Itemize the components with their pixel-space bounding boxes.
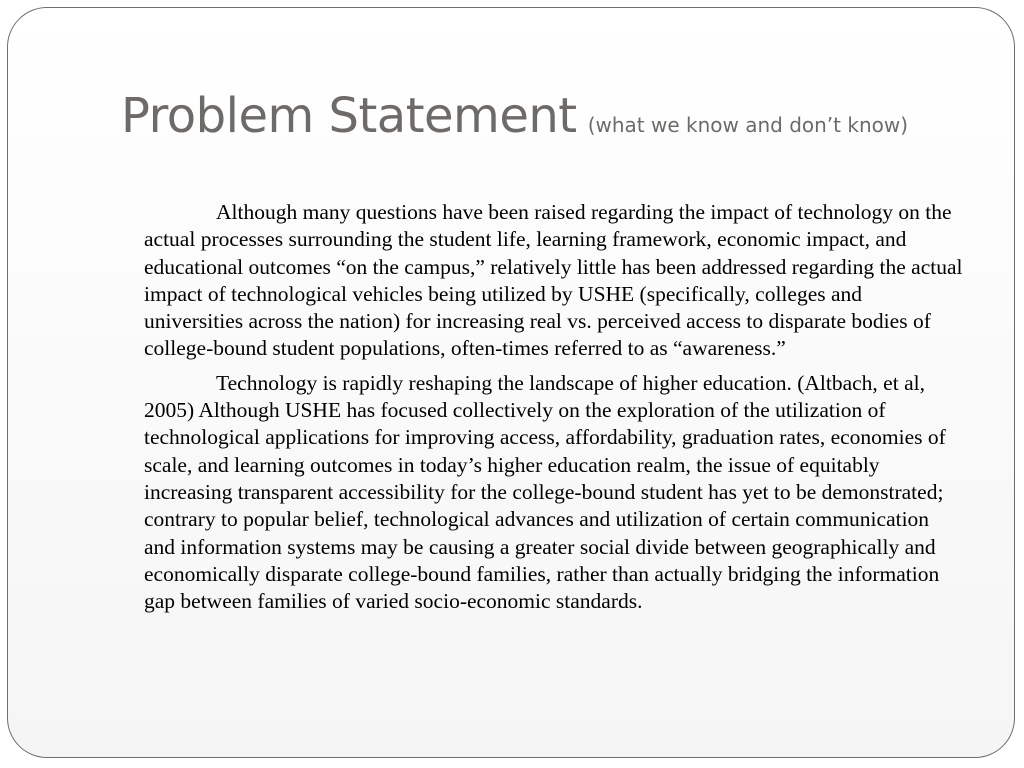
title-main: Problem Statement bbox=[121, 88, 577, 144]
slide-title bbox=[121, 88, 909, 144]
paragraph-1: Although many questions have been raised regarding the impact of technology on the actual processes surrounding the student life, learning framework, economic impact, and educational outcomes “on the campus,” relatively little has been addressed regarding the actual impact of technological vehicles being utilized by USHE (specifically, colleges and universities across the nation) for increasing real vs. perceived access to disparate bodies of college-bound student populations, often-times referred to as “awareness.” bbox=[144, 200, 963, 361]
body-text bbox=[144, 199, 964, 622]
paragraph-2: Technology is rapidly reshaping the landscape of higher education. (Altbach, et al, 2005) Although USHE has focused collectively on the exploration of the utilization of technological applications for improving access, affordability, graduation rates, economies of scale, and learning outcomes in today’s higher education realm, the issue of equitably increasing transparent accessibility for the college-bound student has yet to be demonstrated; contrary to popular belief, technological advances and utilization of certain communication and information systems may be causing a greater social divide between geographically and economically disparate college-bound families, rather than actually bridging the information gap between families of varied socio-economic standards. bbox=[144, 370, 946, 614]
title-subtitle: (what we know and don’t know) bbox=[587, 113, 909, 137]
